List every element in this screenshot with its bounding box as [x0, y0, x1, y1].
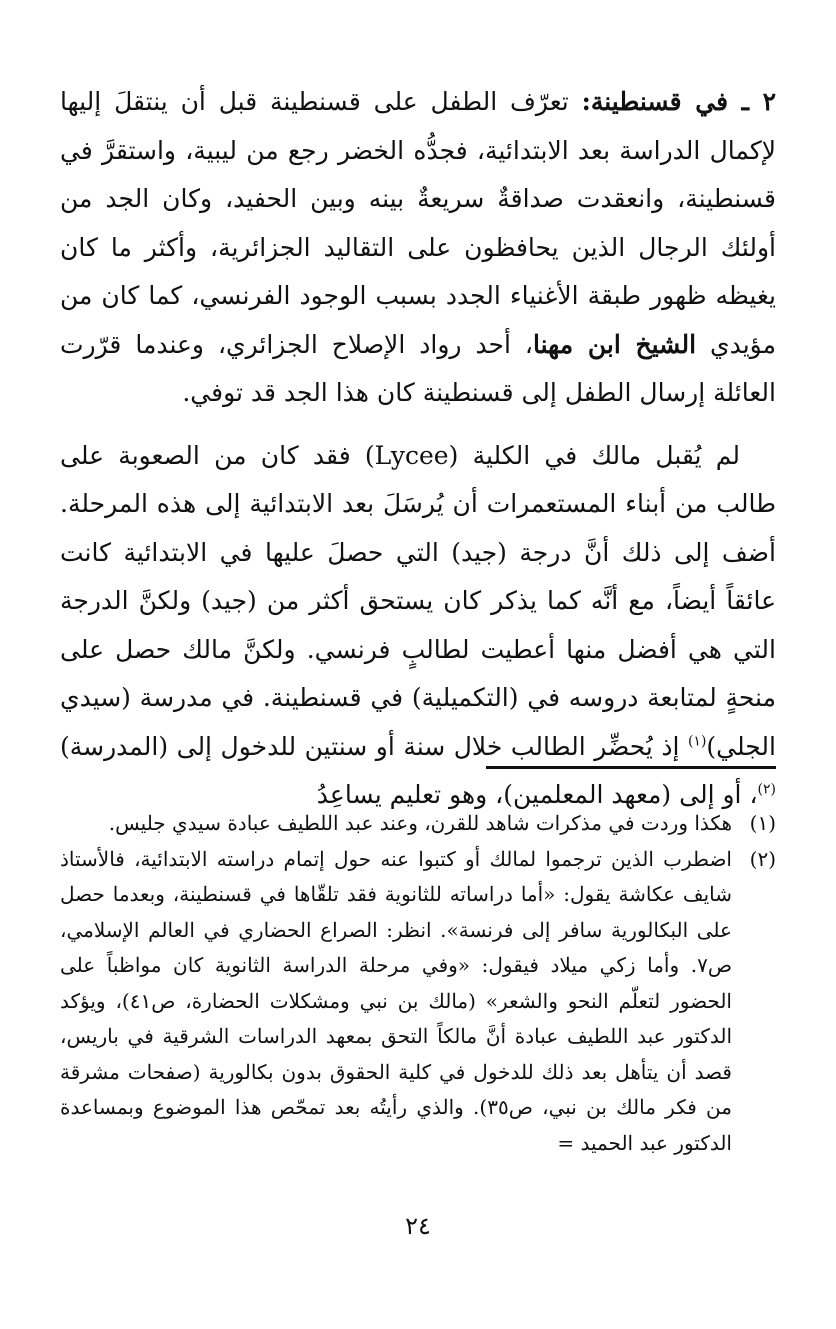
paragraph-part-2: إذ يُحضِّر الطالب خلال سنة أو سنتين للدخول إلى (المدرسة) — [60, 731, 688, 761]
footnote-separator — [486, 766, 776, 769]
footnote-text: اضطرب الذين ترجموا لمالك أو كتبوا عنه حول إتمام دراسته الابتدائية، فالأستاذ شايف عكاشة يقول: «أما دراساته للثانوية فقد تلقّاها في قسنطينة، وبعدما حصل على البكالورية سافر إلى فرنسة». انظر: الصراع الحضاري في العالم الإسلامي، ص٧. وأما زكي ميلاد فيقول: «وفي مرحلة الدراسة الثانوية كان مواظباً على الحضور لتعلّم النحو والشعر» (مالك بن نبي ومشكلات الحضارة، ص٤١)، ويؤكد الدكتور عبد اللطيف عبادة أنَّ مالكاً التحق بمعهد الدراسات الشرقية في باريس، قصد أن يتأهل بعد ذلك للدخول في كلية الحقوق بدون بكالورية (صفحات مشرقة من فكر مالك بن نبي، ص٣٥). والذي رأيتُه بعد تمحّص هذا الموضوع وبمساعدة الدكتور عبد الحميد = — [60, 846, 732, 1155]
footnote-text: هكذا وردت في مذكرات شاهد للقرن، وعند عبد اللطيف عبادة سيدي جليس. — [108, 811, 732, 835]
body-paragraph — [60, 432, 776, 820]
footnote-item — [60, 806, 776, 842]
book-page — [60, 78, 776, 1329]
paragraph-part-1: لم يُقبل مالك في الكلية (Lycee) فقد كان من الصعوبة على طالب من أبناء المستعمرات أن يُرسَلَ بعد الابتدائية إلى هذه المرحلة. أضف إلى ذلك أنَّ درجة (جيد) التي حصلَ عليها في الابتدائية كانت عائقاً أيضاً، مع أنَّه كما يذكر كان يستحق أكثر من (جيد) ولكنَّ الدرجة التي هي أفضل منها أعطيت لطالبٍ فرنسي. ولكنَّ مالك حصل على منحةٍ لمتابعة دروسه في (التكميلية) في قسنطينة. في مدرسة (سيدي الجلي) — [60, 440, 776, 761]
section-paragraph — [60, 78, 776, 418]
paragraph-part-3: ، أو إلى (معهد المعلمين)، وهو تعليم يساعِدُ — [316, 780, 758, 809]
section-text: تعرّف الطفل على قسنطينة قبل أن ينتقلَ إليها لإكمال الدراسة بعد الابتدائية، فجدُّه الخضر رجع من ليبية، واستقرَّ في قسنطينة، وانعقدت صداقةٌ سريعةٌ بينه وبين الحفيد، وكان الجد من أولئك الرجال الذين يحافظون على التقاليد الجزائرية، وأكثر ما كان يغيظه ظهور طبقة الأغنياء الجدد بسبب الوجود الفرنسي، كما كان من مؤيدي — [60, 87, 776, 359]
bold-name: الشيخ ابن مهنا — [533, 329, 697, 359]
footnote-ref-2: (٢) — [757, 781, 776, 798]
footnotes — [60, 806, 776, 1161]
section-heading: ٢ ـ في قسنطينة: — [581, 87, 776, 116]
footnote-item — [60, 842, 776, 1162]
section-text-end: ، أحد رواد الإصلاح الجزائري، وعندما قرّرت العائلة إرسال الطفل إلى قسنطينة كان هذا الجد قد توفي. — [60, 329, 776, 407]
page-number: ٢٤ — [405, 1212, 431, 1240]
main-text — [60, 78, 776, 820]
footnote-number: (٢) — [749, 846, 776, 871]
footnote-ref-1: (١) — [687, 733, 707, 750]
footnote-number: (١) — [749, 811, 776, 835]
